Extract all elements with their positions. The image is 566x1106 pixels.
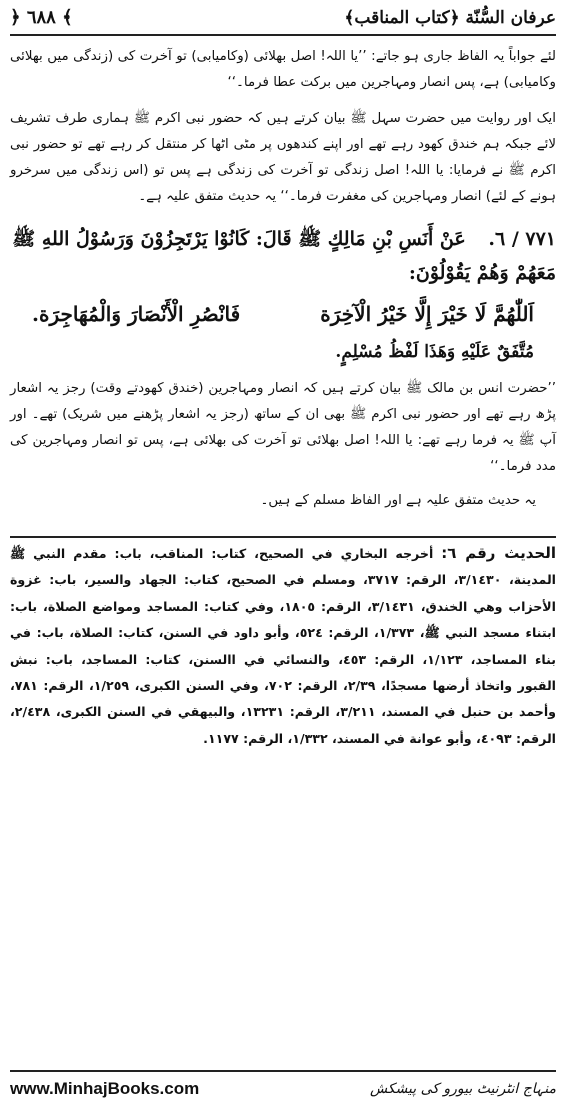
footnote <box>10 540 556 752</box>
hadith-arabic <box>10 222 556 290</box>
book-title: عرفان السُّنّة ﴿کتاب المناقب﴾ <box>344 7 556 28</box>
hadith-grading: مُتَّفَقٌ عَلَيْهِ وَهَذَا لَفْظُ مُسْلِمٍ. <box>335 342 534 362</box>
page-number: ﴿ ٦٨٨ ﴾ <box>10 6 73 28</box>
urdu-paragraph-2: ایک اور روایت میں حضرت سہل ﷺ بیان کرتے ہیں کہ حضور نبی اکرم ﷺ ہماری طرف تشریف لائے جبکہ ہم خندق کھود رہے تھے اور اپنے کندھوں پر مٹی اٹھا کر منتقل کر رہے تھے تو حضور نبی اکرم ﷺ نے فرمایا: یا اللہ! اصل زندگی تو آخرت کی زندگی ہے پس تو (اس زندگی میں سرخرو ہونے کے لئے) انصار ومہاجرین کی مغفرت فرما۔‘‘ یہ حدیث متفق علیہ ہے۔ <box>10 111 556 204</box>
hadith-arabic-text: عَنْ أَنَسِ بْنِ مَالِكٍ ﷺ قَالَ: كَانُوْا يَرْتَجِزُوْنَ وَرَسُوْلُ اللهِ ﷺ مَعَهُمْ وَهُمْ يَقُوْلُوْنَ: <box>12 228 556 284</box>
publisher-credit: منہاج انٹرنیٹ بیورو کی پیشکش <box>369 1081 556 1097</box>
urdu-paragraph-4: یہ حدیث متفق علیہ ہے اور الفاظ مسلم کے ہیں۔ <box>260 493 536 508</box>
poetry-couplet <box>10 294 556 334</box>
urdu-paragraph-1: لئے جواباً یہ الفاظ جاری ہو جاتے: ’’یا اللہ! اصل بھلائی (وکامیابی) تو آخرت کی (زندگی میں بھلائی وکامیابی) ہے، پس انصار ومہاجرین میں برکت عطا فرما۔‘‘ <box>10 49 556 90</box>
page-footer <box>10 1070 556 1106</box>
website-link[interactable]: www.MinhajBooks.com <box>10 1079 200 1098</box>
hadith-number: ٧٧١ / ٦. <box>488 228 556 250</box>
footnote-label: الحديث رقم ٦: <box>441 544 556 562</box>
verse-first-hemistich: اَللّٰهُمَّ لَا خَيْرَ إِلَّا خَيْرُ الْآخِرَة <box>320 302 534 326</box>
urdu-paragraph-3: ’’حضرت انس بن مالک ﷺ بیان کرتے ہیں کہ انصار ومہاجرین (خندق کھودتے وقت) رجز یہ اشعار پڑھ رہے تھے اور حضور نبی اکرم ﷺ بھی ان کے ساتھ (رجز یہ اشعار پڑھنے میں شریک) تھے۔ اور آپ ﷺ یہ فرما رہے تھے: یا اللہ! اصل بھلائی تو آخرت کی بھلائی ہے، پس تو انصار ومہاجرین کی مدد فرما۔‘‘ <box>10 381 556 474</box>
footnote-divider <box>10 536 556 538</box>
footnote-text: أخرجه البخاري في الصحيح، كتاب: المناقب، باب: مقدم النبي ﷺ المدينة، ٣/١٤٣٠، الرقم: ٣٧١٧، ومسلم في الصحيح، كتاب: الجهاد والسير، باب: غزوة الأحزاب وهي الخندق، ٣/١٤٣١، الرقم: ١٨٠٥، وفي كتاب: المساجد ومواضع الصلاة، باب: ابتناء مسجد النبي ﷺ، ١/٣٧٣، الرقم: ٥٢٤، وأبو داود في السنن، كتاب: الصلاة، باب: في بناء المساجد، ١/١٢٣، الرقم: ٤٥٣، والنسائي في االسنن، كتاب: المساجد، باب: نبش القبور واتخاذ أرضها مسجدًا، ٢/٣٩، الرقم: ٧٠٢، وفي السنن الكبرى، ١/٢٥٩، الرقم: ٧٨١، وأحمد بن حنبل في المسند، ٣/٢١١، الرقم: ١٣٢٣١، والبيهقي في السنن الكبرى، ٢/٤٣٨، الرقم: ٤٠٩٣، وأبو عوانة في المسند، ١/٣٣٢، الرقم: ١١٧٧. <box>10 546 556 746</box>
page-header <box>10 0 556 36</box>
verse-second-hemistich: فَانْصُرِ الْأَنْصَارَ وَالْمُهَاجِرَة. <box>32 302 241 326</box>
